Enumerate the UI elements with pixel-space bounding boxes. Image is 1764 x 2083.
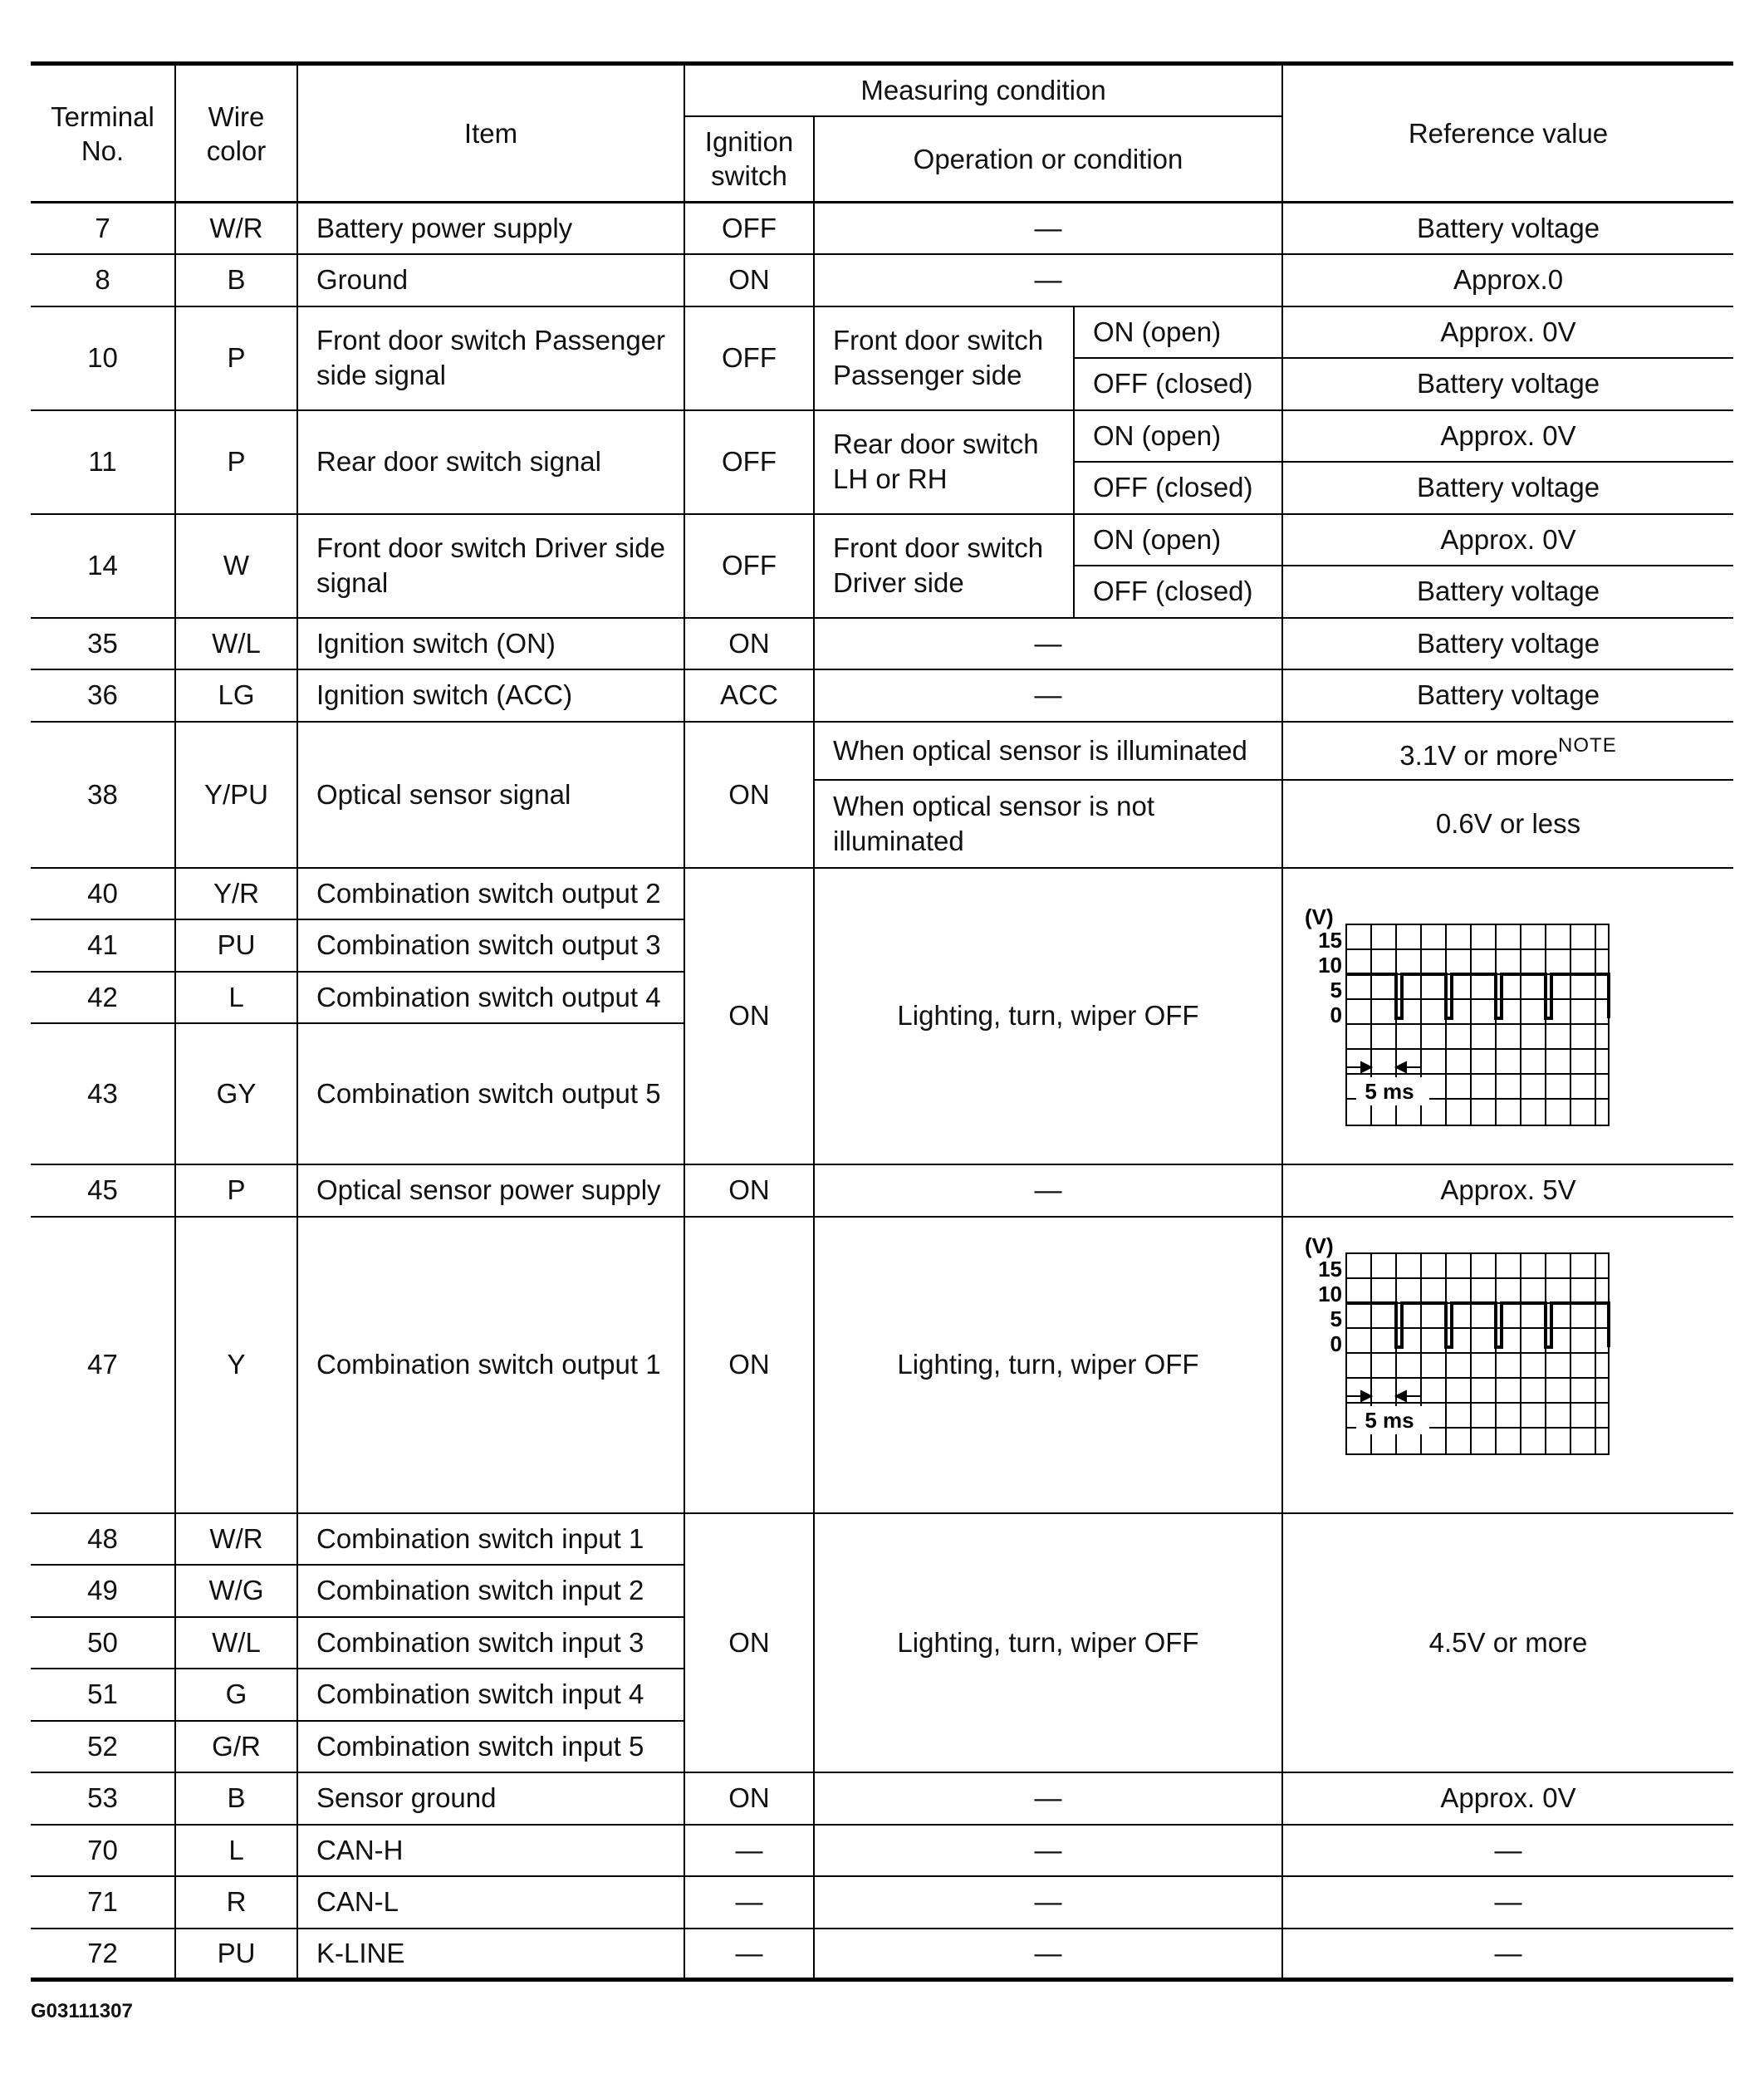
wire-color-cell: B: [175, 254, 297, 306]
wire-color-cell: P: [175, 1164, 297, 1217]
header-item: Item: [297, 64, 684, 203]
reference-value-cell: —: [1282, 1929, 1733, 1980]
wire-color-cell: GY: [175, 1023, 297, 1164]
terminal-cell: 41: [31, 919, 175, 972]
item-cell: Combination switch output 5: [297, 1023, 684, 1164]
item-cell: Optical sensor signal: [297, 722, 684, 868]
wire-color-cell: Y: [175, 1217, 297, 1513]
state-cell: OFF (closed): [1074, 462, 1282, 514]
time-scale-label: 5 ms: [1365, 1408, 1414, 1433]
state-cell: ON (open): [1074, 410, 1282, 462]
wire-color-cell: W/R: [175, 203, 297, 254]
reference-value-cell: —: [1282, 1825, 1733, 1876]
reference-waveform-cell: [1282, 868, 1733, 1164]
wire-color-cell: G/R: [175, 1721, 297, 1772]
reference-value-cell: Approx. 0V: [1282, 1772, 1733, 1825]
header-measuring-condition: Measuring condition: [684, 64, 1282, 116]
table-row: [31, 1164, 1733, 1217]
header-terminal-no: Terminal No.: [31, 64, 175, 203]
reference-value-cell: —: [1282, 1876, 1733, 1929]
terminal-cell: 8: [31, 254, 175, 306]
y-tick-label: 5: [1330, 978, 1343, 1002]
ignition-cell: ON: [684, 618, 814, 669]
state-cell: ON (open): [1074, 306, 1282, 358]
terminal-cell: 72: [31, 1929, 175, 1980]
oscilloscope-waveform: [1305, 899, 1637, 1132]
waveform-trace: [1346, 1303, 1609, 1347]
reference-value-cell: Battery voltage: [1282, 462, 1733, 514]
operation-cell: —: [814, 1164, 1282, 1217]
operation-cell: Lighting, turn, wiper OFF: [814, 1513, 1282, 1772]
ignition-cell: —: [684, 1929, 814, 1980]
wire-color-cell: W/L: [175, 618, 297, 669]
reference-value-cell: 4.5V or more: [1282, 1513, 1733, 1772]
figure-code: G03111307: [31, 2000, 133, 2022]
wire-color-cell: W: [175, 514, 297, 618]
oscilloscope-waveform: [1305, 1228, 1637, 1461]
table-row: [31, 410, 1733, 462]
item-cell: Combination switch input 1: [297, 1513, 684, 1565]
terminal-cell: 43: [31, 1023, 175, 1164]
ignition-cell: OFF: [684, 410, 814, 514]
wire-color-cell: Y/PU: [175, 722, 297, 868]
operation-cell: —: [814, 618, 1282, 669]
y-tick-label: 15: [1318, 928, 1343, 953]
ignition-cell: ON: [684, 1772, 814, 1825]
table-row: [31, 1772, 1733, 1825]
table-row: [31, 722, 1733, 780]
condition-cell: Front door switch Passenger side: [814, 306, 1074, 410]
reference-value-cell: Approx. 0V: [1282, 410, 1733, 462]
reference-value-cell: Battery voltage: [1282, 203, 1733, 254]
condition-cell: When optical sensor is not illuminated: [814, 780, 1282, 868]
table-row: [31, 254, 1733, 306]
ignition-cell: OFF: [684, 514, 814, 618]
reference-waveform-cell: [1282, 1217, 1733, 1513]
table-row: [31, 618, 1733, 669]
ignition-cell: ON: [684, 722, 814, 868]
reference-value-cell: Approx. 0V: [1282, 514, 1733, 566]
terminal-cell: 45: [31, 1164, 175, 1217]
item-cell: CAN-H: [297, 1825, 684, 1876]
wire-color-cell: Y/R: [175, 868, 297, 919]
item-cell: Combination switch output 1: [297, 1217, 684, 1513]
terminal-cell: 10: [31, 306, 175, 410]
item-cell: Sensor ground: [297, 1772, 684, 1825]
operation-cell: —: [814, 1825, 1282, 1876]
terminal-cell: 35: [31, 618, 175, 669]
item-cell: Battery power supply: [297, 203, 684, 254]
ignition-cell: ON: [684, 868, 814, 1164]
header-operation-or-condition: Operation or condition: [814, 116, 1282, 203]
ignition-cell: —: [684, 1825, 814, 1876]
header-reference-value: Reference value: [1282, 64, 1733, 203]
ignition-cell: ON: [684, 1164, 814, 1217]
y-tick-label: 0: [1330, 1002, 1343, 1027]
terminal-cell: 7: [31, 203, 175, 254]
wire-color-cell: LG: [175, 669, 297, 722]
terminal-cell: 38: [31, 722, 175, 868]
table-row: [31, 1825, 1733, 1876]
item-cell: Ignition switch (ACC): [297, 669, 684, 722]
header-wire-color: Wire color: [175, 64, 297, 203]
terminal-cell: 47: [31, 1217, 175, 1513]
wire-color-cell: PU: [175, 1929, 297, 1980]
terminal-cell: 11: [31, 410, 175, 514]
time-scale-label: 5 ms: [1365, 1079, 1414, 1104]
item-cell: CAN-L: [297, 1876, 684, 1929]
wire-color-cell: L: [175, 1825, 297, 1876]
item-cell: Combination switch input 4: [297, 1669, 684, 1721]
terminal-cell: 36: [31, 669, 175, 722]
reference-value-cell: Battery voltage: [1282, 618, 1733, 669]
operation-cell: —: [814, 254, 1282, 306]
y-tick-label: 5: [1330, 1306, 1343, 1331]
ignition-cell: OFF: [684, 203, 814, 254]
table-row: [31, 868, 1733, 919]
wire-color-cell: P: [175, 306, 297, 410]
operation-cell: —: [814, 1772, 1282, 1825]
terminal-cell: 49: [31, 1565, 175, 1617]
item-cell: Ground: [297, 254, 684, 306]
wire-color-cell: PU: [175, 919, 297, 972]
terminal-cell: 71: [31, 1876, 175, 1929]
table-row: [31, 669, 1733, 722]
wire-color-cell: B: [175, 1772, 297, 1825]
table-row: [31, 203, 1733, 254]
terminal-cell: 51: [31, 1669, 175, 1721]
time-scale-arrows: [1346, 1391, 1421, 1401]
wire-color-cell: W/G: [175, 1565, 297, 1617]
terminal-cell: 42: [31, 972, 175, 1023]
y-tick-label: 10: [1318, 953, 1343, 978]
item-cell: Combination switch output 3: [297, 919, 684, 972]
ignition-cell: ON: [684, 1217, 814, 1513]
ignition-cell: ACC: [684, 669, 814, 722]
reference-value-text: 3.1V or more: [1399, 739, 1559, 771]
table-row: [31, 1217, 1733, 1513]
reference-value-cell: Battery voltage: [1282, 566, 1733, 618]
table-row: [31, 1929, 1733, 1980]
reference-value-cell: Approx.0: [1282, 254, 1733, 306]
header-ignition-switch: Ignition switch: [684, 116, 814, 203]
item-cell: Combination switch output 4: [297, 972, 684, 1023]
item-cell: Combination switch input 5: [297, 1721, 684, 1772]
table-row: [31, 514, 1733, 566]
item-cell: Ignition switch (ON): [297, 618, 684, 669]
wire-color-cell: R: [175, 1876, 297, 1929]
operation-cell: —: [814, 1929, 1282, 1980]
reference-value-cell: Approx. 0V: [1282, 306, 1733, 358]
terminal-cell: 40: [31, 868, 175, 919]
ignition-cell: ON: [684, 1513, 814, 1772]
state-cell: OFF (closed): [1074, 566, 1282, 618]
item-cell: Combination switch input 3: [297, 1617, 684, 1669]
condition-cell: Rear door switch LH or RH: [814, 410, 1074, 514]
item-cell: Combination switch output 2: [297, 868, 684, 919]
item-cell: Front door switch Passenger side signal: [297, 306, 684, 410]
operation-cell: Lighting, turn, wiper OFF: [814, 1217, 1282, 1513]
reference-value-cell: Battery voltage: [1282, 358, 1733, 410]
waveform-trace: [1346, 974, 1609, 1018]
ignition-cell: OFF: [684, 306, 814, 410]
reference-value-cell: Battery voltage: [1282, 669, 1733, 722]
wire-color-cell: P: [175, 410, 297, 514]
voltage-unit-label: (V): [1305, 1233, 1334, 1258]
state-cell: ON (open): [1074, 514, 1282, 566]
operation-cell: —: [814, 669, 1282, 722]
item-cell: Front door switch Driver side signal: [297, 514, 684, 618]
item-cell: Optical sensor power supply: [297, 1164, 684, 1217]
reference-value-cell: [1282, 722, 1733, 780]
wire-color-cell: W/R: [175, 1513, 297, 1565]
terminal-cell: 70: [31, 1825, 175, 1876]
ignition-cell: —: [684, 1876, 814, 1929]
table-row: [31, 1513, 1733, 1565]
y-tick-label: 15: [1318, 1257, 1343, 1282]
terminal-cell: 52: [31, 1721, 175, 1772]
voltage-unit-label: (V): [1305, 904, 1334, 929]
table-row: [31, 306, 1733, 358]
reference-value-cell: 0.6V or less: [1282, 780, 1733, 868]
wire-color-cell: L: [175, 972, 297, 1023]
wire-color-cell: W/L: [175, 1617, 297, 1669]
terminal-cell: 53: [31, 1772, 175, 1825]
item-cell: Combination switch input 2: [297, 1565, 684, 1617]
item-cell: Rear door switch signal: [297, 410, 684, 514]
y-tick-label: 10: [1318, 1282, 1343, 1306]
operation-cell: Lighting, turn, wiper OFF: [814, 868, 1282, 1164]
table-row: [31, 1876, 1733, 1929]
state-cell: OFF (closed): [1074, 358, 1282, 410]
note-superscript: NOTE: [1558, 733, 1617, 757]
time-scale-arrows: [1346, 1062, 1421, 1072]
operation-cell: —: [814, 1876, 1282, 1929]
terminal-cell: 48: [31, 1513, 175, 1565]
item-cell: K-LINE: [297, 1929, 684, 1980]
terminal-reference-table: [31, 61, 1733, 1982]
y-tick-label: 0: [1330, 1331, 1343, 1356]
ignition-cell: ON: [684, 254, 814, 306]
operation-cell: —: [814, 203, 1282, 254]
condition-cell: When optical sensor is illuminated: [814, 722, 1282, 780]
reference-value-cell: Approx. 5V: [1282, 1164, 1733, 1217]
terminal-cell: 14: [31, 514, 175, 618]
terminal-cell: 50: [31, 1617, 175, 1669]
wire-color-cell: G: [175, 1669, 297, 1721]
condition-cell: Front door switch Driver side: [814, 514, 1074, 618]
